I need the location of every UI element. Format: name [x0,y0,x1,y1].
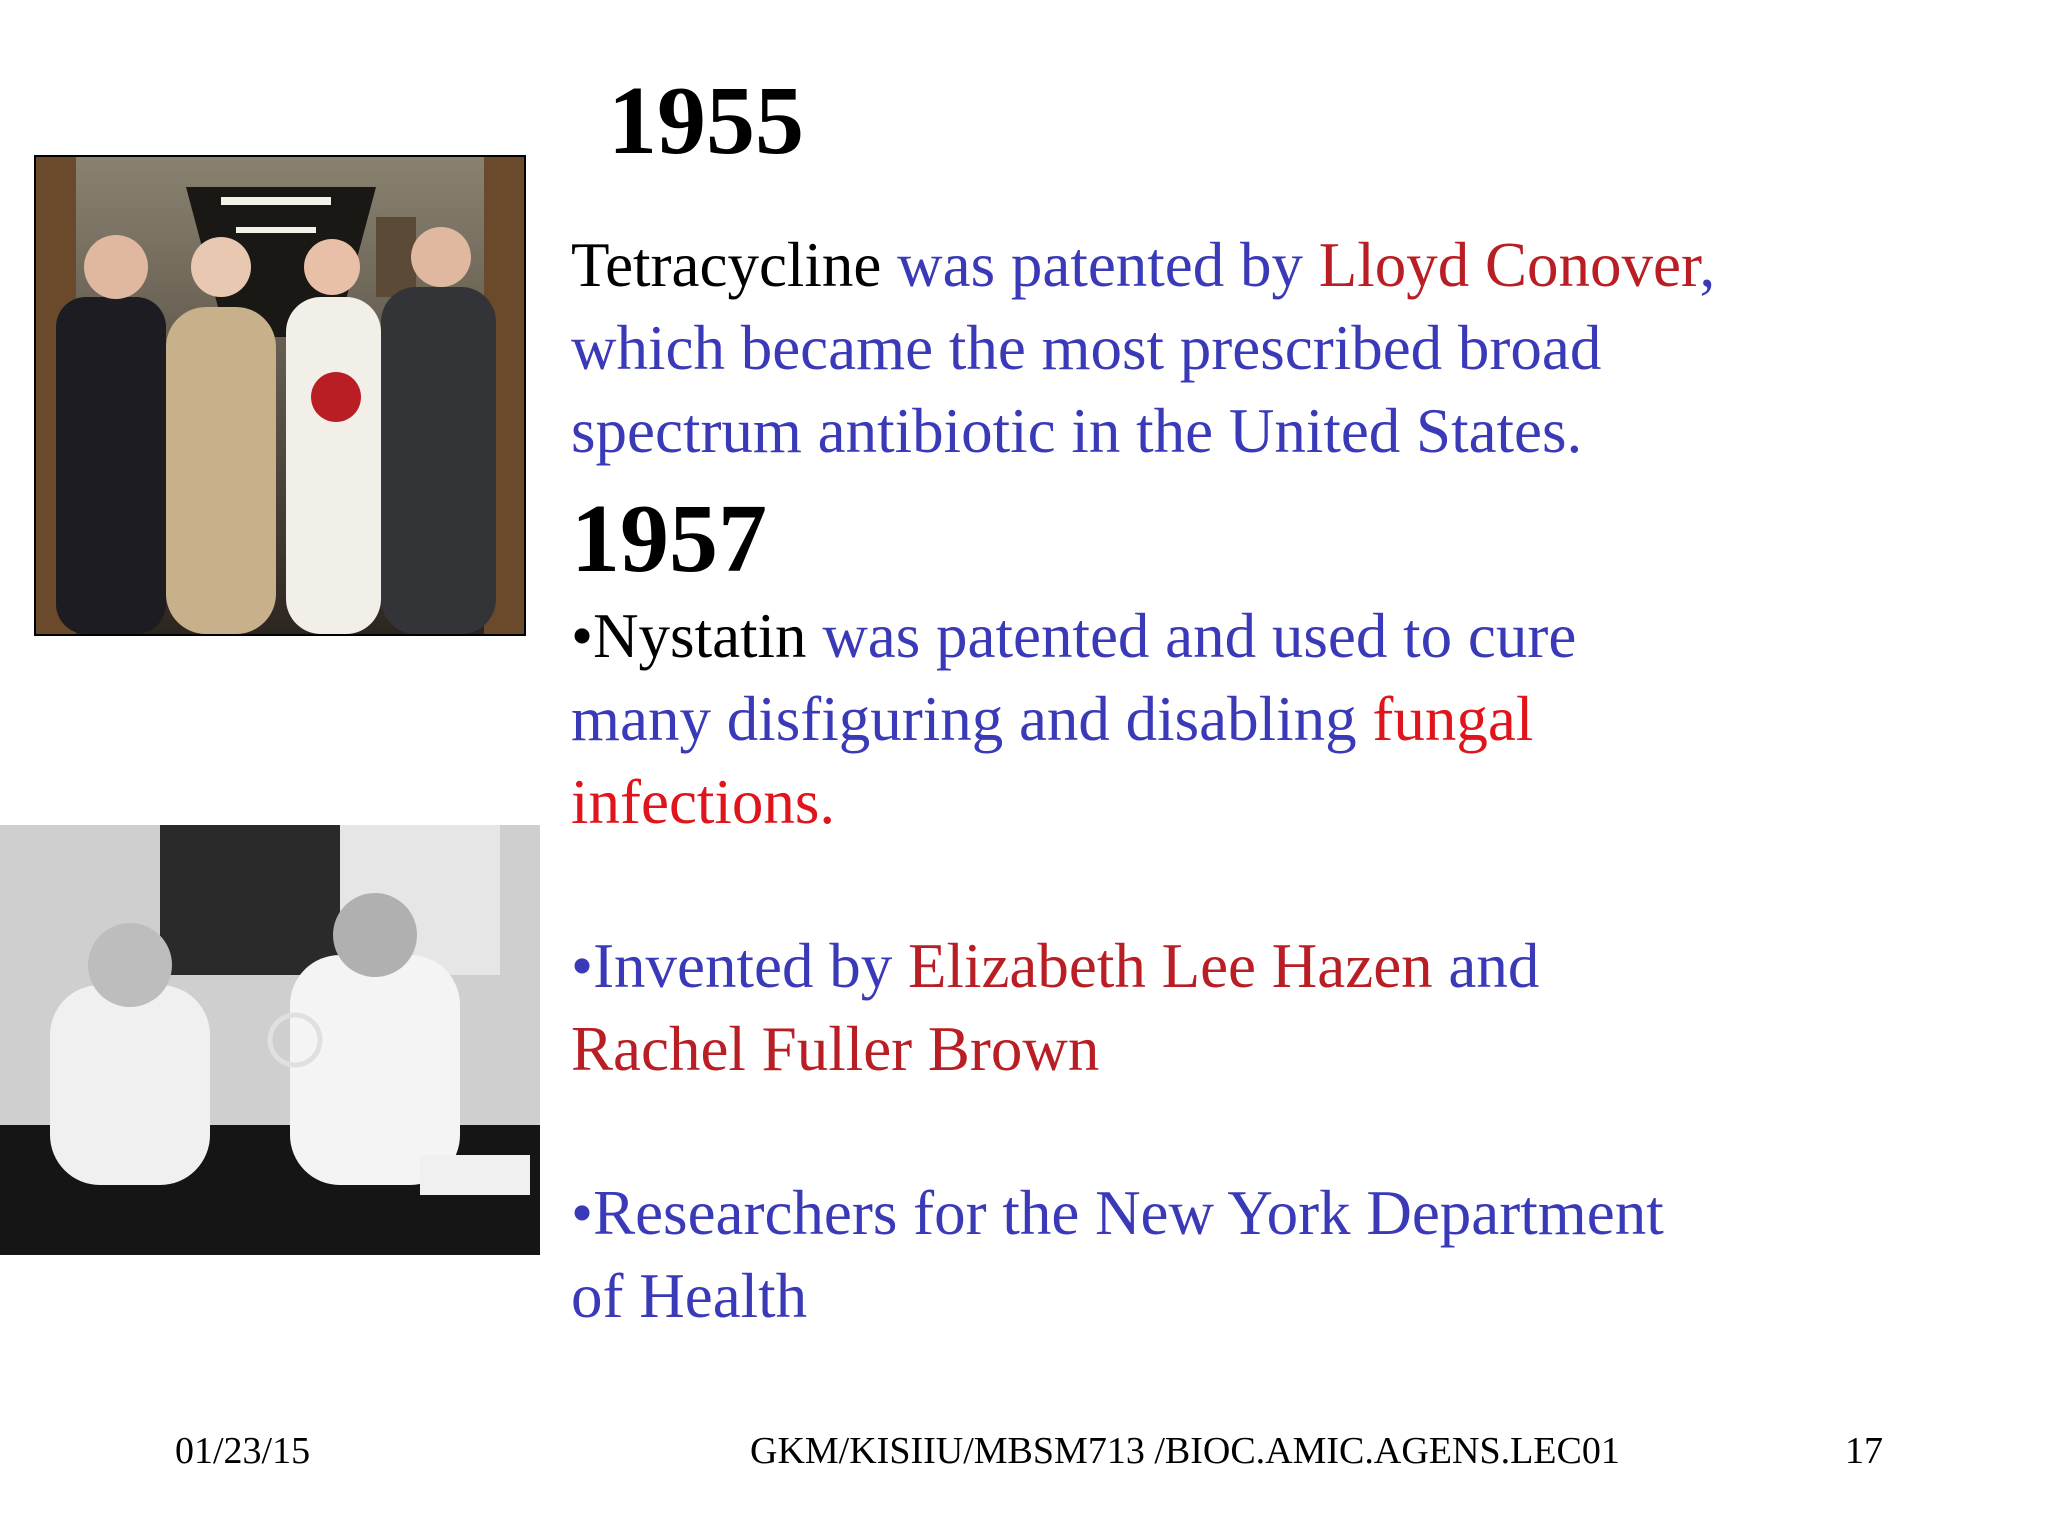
researchers-line-1 [571,1172,1664,1255]
inventors-paragraph [571,925,1539,1091]
footer-date: 01/23/15 [175,1430,311,1472]
nystatin-term: Nystatin [593,601,807,671]
rachel-fuller-brown-name: Rachel Fuller Brown [571,1014,1100,1084]
lab-scientists-photo [0,825,540,1255]
nystatin-line-3: infections. [571,767,836,837]
researchers-paragraph [571,1172,1664,1338]
researchers-line-2: of Health [571,1261,808,1331]
elizabeth-lee-hazen-name: Elizabeth Lee Hazen [907,931,1433,1001]
inventors-line-1 [571,925,1539,1008]
lab-photo-illustration [0,825,540,1255]
tetracycline-line-3: spectrum antibiotic in the United States. [571,396,1583,466]
tetracycline-paragraph [571,224,1715,473]
wedding-photo [34,155,526,636]
tetracycline-line-1 [571,224,1715,307]
and-text: and [1432,931,1540,1001]
comma: , [1699,230,1716,300]
nystatin-text-2: many disfiguring and disabling [571,684,1373,754]
nystatin-line-2 [571,678,1576,761]
year-1955-heading: 1955 [608,67,804,175]
bullet: • [571,931,594,1001]
footer-course-code: GKM/KISIIU/MBSM713 /BIOC.AMIC.AGENS.LEC01 [750,1430,1620,1472]
year-1957-heading: 1957 [571,485,767,593]
tetracycline-text: was patented by [881,230,1319,300]
bullet: • [571,601,594,671]
footer-page-number: 17 [1845,1430,1883,1472]
tetracycline-term: Tetracycline [571,230,882,300]
researchers-text: Researchers for the New York Department [593,1178,1664,1248]
lloyd-conover-name: Lloyd Conover [1318,230,1700,300]
tetracycline-line-2: which became the most prescribed broad [571,313,1602,383]
bullet: • [571,1178,594,1248]
fungal-term: fungal [1372,684,1534,754]
nystatin-paragraph [571,595,1576,844]
nystatin-line-1 [571,595,1576,678]
nystatin-text: was patented and used to cure [806,601,1577,671]
invented-by-text: Invented by [593,931,908,1001]
wedding-photo-illustration [36,157,524,634]
